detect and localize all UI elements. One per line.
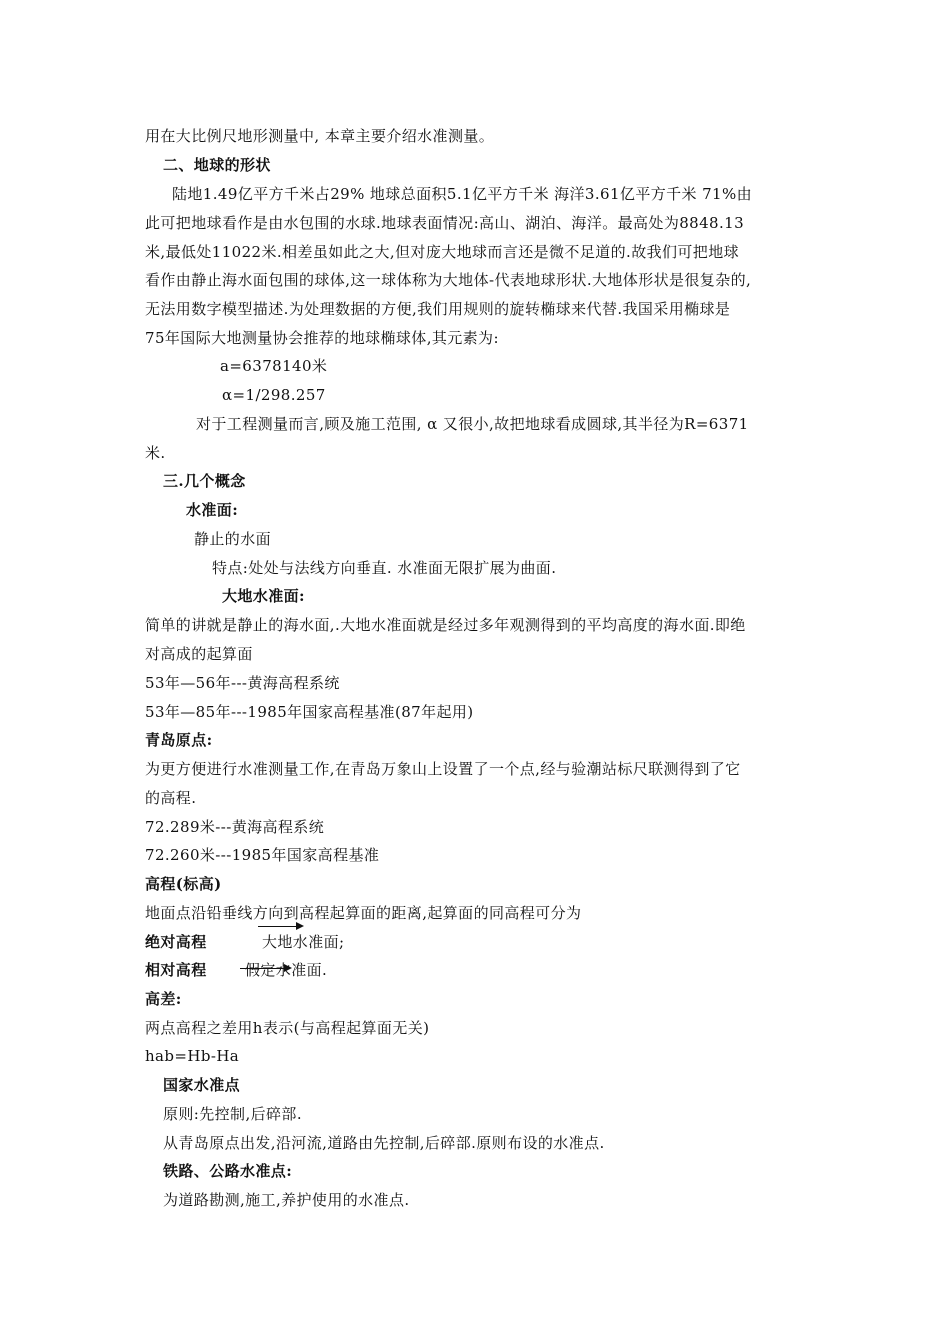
paragraph-line: 53年—85年---1985年国家高程基准(87年起用) (145, 703, 474, 721)
paragraph-line: 此可把地球看作是由水包围的水球.地球表面情况:高山、湖泊、海洋。最高处为8848.13 (145, 214, 745, 232)
paragraph-line: 米. (145, 444, 166, 462)
paragraph-line: 陆地1.49亿平方千米占29% 地球总面积5.1亿平方千米 海洋3.61亿平方千米 71%由 (172, 185, 753, 203)
subheading: 国家水准点 (163, 1076, 241, 1094)
subheading: 青岛原点: (145, 731, 213, 749)
paragraph-line: 原则:先控制,后碎部. (163, 1105, 302, 1123)
paragraph-line: 特点:处处与法线方向垂直. 水准面无限扩展为曲面. (212, 559, 557, 577)
paragraph-line: 两点高程之差用h表示(与高程起算面无关) (145, 1019, 430, 1037)
term-definition: 大地水准面; (262, 933, 345, 951)
paragraph-line: 72.260米---1985年国家高程基准 (145, 846, 380, 864)
term-label: 相对高程 (145, 961, 207, 979)
formula-line: hab=Hb-Ha (145, 1047, 240, 1065)
paragraph-line: 对于工程测量而言,顾及施工范围, α 又很小,故把地球看成圆球,其半径为R=6371 (196, 415, 749, 433)
paragraph-line: 为道路勘测,施工,养护使用的水准点. (163, 1191, 410, 1209)
subheading: 水准面: (186, 501, 239, 519)
paragraph-line: 72.289米---黄海高程系统 (145, 818, 325, 836)
section-heading: 二、地球的形状 (163, 156, 271, 174)
paragraph-line: 简单的讲就是静止的海水面,.大地水准面就是经过多年观测得到的平均高度的海水面.即绝 (145, 616, 746, 634)
subheading: 铁路、公路水准点: (163, 1162, 293, 1180)
subheading: 高差: (145, 990, 182, 1008)
subheading: 大地水准面: (222, 587, 305, 605)
paragraph-line: 米,最低处11022米.相差虽如此之大,但对庞大地球而言还是微不足道的.故我们可把地球 (145, 243, 739, 261)
paragraph-line: 为更方便进行水准测量工作,在青岛万象山上设置了一个点,经与验潮站标尺联测得到了它 (145, 760, 741, 778)
term-label: 绝对高程 (145, 933, 207, 951)
paragraph-line: 用在大比例尺地形测量中, 本章主要介绍水准测量。 (145, 127, 495, 145)
formula-line: a=6378140米 (220, 357, 328, 375)
arrow-right-icon (258, 926, 298, 927)
paragraph-line: 无法用数字模型描述.为处理数据的方便,我们用规则的旋转椭球来代替.我国采用椭球是 (145, 300, 731, 318)
term-definition: 假定水准面. (245, 961, 328, 979)
paragraph-line: 对高成的起算面 (145, 645, 253, 663)
paragraph-line: 的高程. (145, 789, 197, 807)
paragraph-line: 75年国际大地测量协会推荐的地球椭球体,其元素为: (145, 329, 499, 347)
subheading: 高程(标高) (145, 875, 222, 893)
formula-line: α=1/298.257 (222, 386, 326, 404)
paragraph-line: 53年—56年---黄海高程系统 (145, 674, 340, 692)
paragraph-line: 地面点沿铅垂线方向到高程起算面的距离,起算面的同高程可分为 (145, 904, 582, 922)
paragraph-line: 看作由静止海水面包围的球体,这一球体称为大地体-代表地球形状.大地体形状是很复杂的, (145, 271, 752, 289)
paragraph-line: 从青岛原点出发,沿河流,道路由先控制,后碎部.原则布设的水准点. (163, 1134, 605, 1152)
paragraph-line: 静止的水面 (194, 530, 272, 548)
section-heading: 三.几个概念 (163, 472, 246, 490)
